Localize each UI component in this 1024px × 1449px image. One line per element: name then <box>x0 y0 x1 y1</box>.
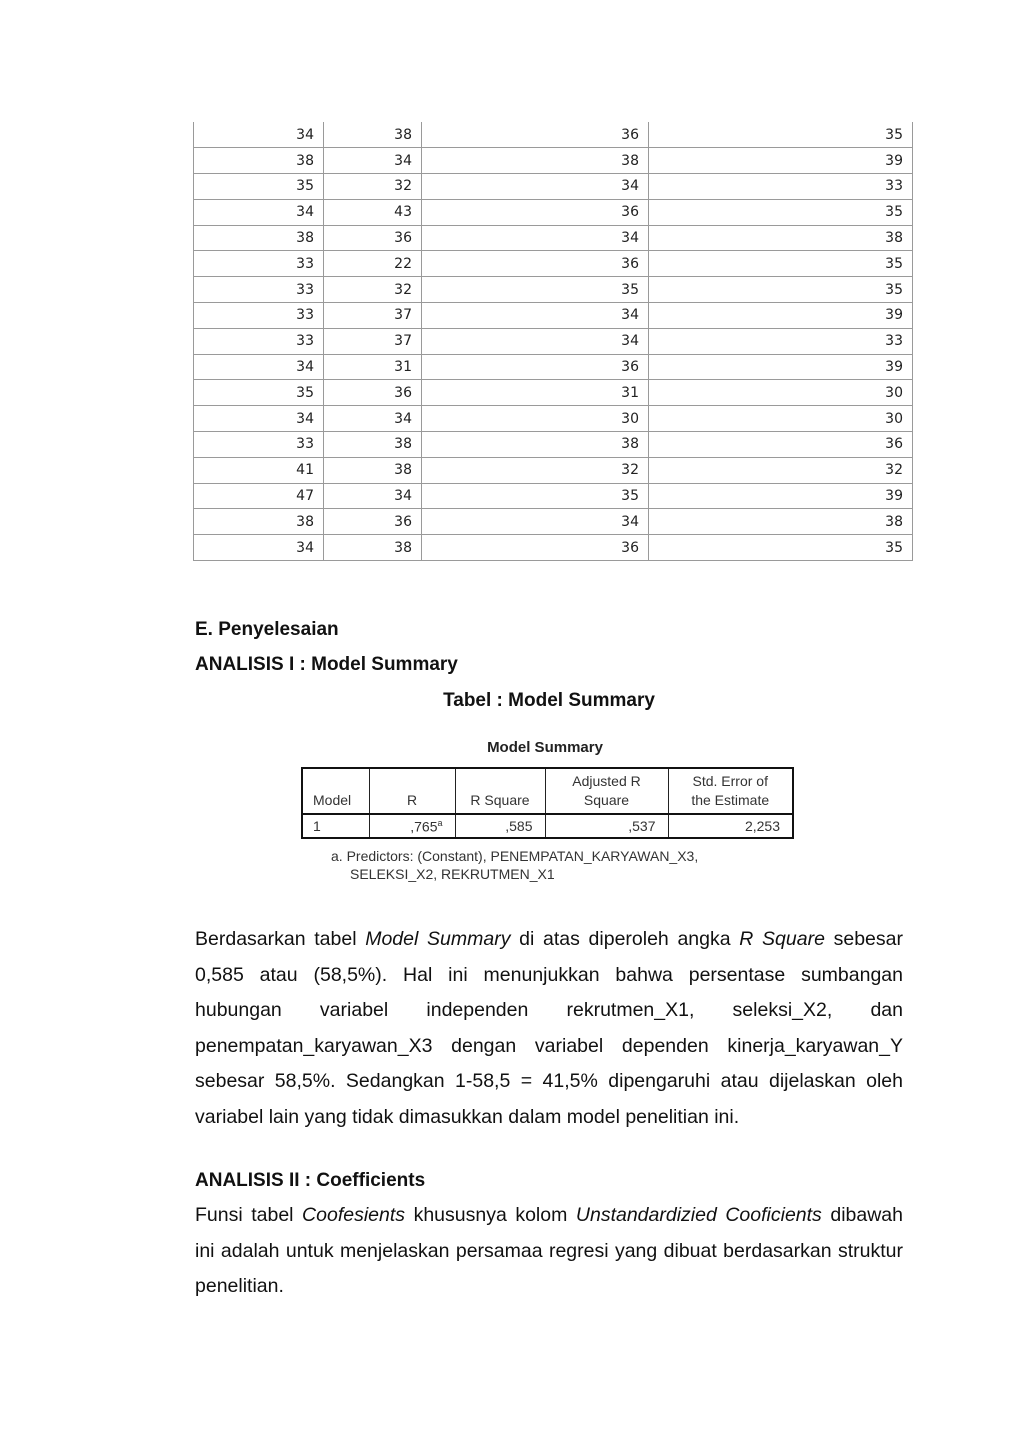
cell-model: 1 <box>302 814 369 838</box>
table-cell: 33 <box>649 174 913 200</box>
table-cell: 34 <box>422 174 649 200</box>
table-cell: 34 <box>422 225 649 251</box>
section-title: E. Penyelesaian <box>195 619 339 640</box>
cell-std-error: 2,253 <box>668 814 793 838</box>
table-cell: 43 <box>324 199 422 225</box>
table-row <box>194 225 913 251</box>
table-caption: Tabel : Model Summary <box>443 690 655 711</box>
table-cell: 37 <box>324 303 422 329</box>
predictors-note: a. Predictors: (Constant), PENEMPATAN_KARYAWAN_X3, SELEKSI_X2, REKRUTMEN_X1 <box>331 848 699 882</box>
table-cell: 39 <box>649 148 913 174</box>
table-cell: 38 <box>194 148 324 174</box>
table-cell: 35 <box>194 174 324 200</box>
table-cell: 33 <box>194 432 324 458</box>
table-cell: 36 <box>324 225 422 251</box>
table-cell: 31 <box>324 354 422 380</box>
table-cell: 38 <box>194 225 324 251</box>
table-cell: 38 <box>324 457 422 483</box>
table-cell: 33 <box>194 251 324 277</box>
table-row <box>194 174 913 200</box>
table-cell: 38 <box>649 509 913 535</box>
table-cell: 22 <box>324 251 422 277</box>
table-row <box>194 457 913 483</box>
table-cell: 34 <box>194 406 324 432</box>
table-cell: 36 <box>324 380 422 406</box>
table-cell: 37 <box>324 328 422 354</box>
table-row <box>194 354 913 380</box>
table-cell: 39 <box>649 354 913 380</box>
table-cell: 34 <box>194 354 324 380</box>
cell-adjusted-r-square: ,537 <box>545 814 668 838</box>
table-cell: 35 <box>649 122 913 148</box>
table-row <box>194 251 913 277</box>
table-cell: 41 <box>194 457 324 483</box>
table-cell: 30 <box>649 380 913 406</box>
table-cell: 38 <box>324 535 422 561</box>
table-cell: 39 <box>649 483 913 509</box>
table-cell: 35 <box>649 199 913 225</box>
table-cell: 32 <box>649 457 913 483</box>
table-cell: 35 <box>649 251 913 277</box>
header-r: R <box>369 768 455 814</box>
table-cell: 38 <box>324 122 422 148</box>
table-cell: 34 <box>324 483 422 509</box>
header-model: Model <box>302 768 369 814</box>
table-cell: 34 <box>324 406 422 432</box>
table-cell: 35 <box>422 277 649 303</box>
table-row <box>194 199 913 225</box>
table-row <box>194 277 913 303</box>
table-cell: 32 <box>324 174 422 200</box>
analysis2-title: ANALISIS II : Coefficients <box>195 1170 426 1191</box>
header-r-square: R Square <box>455 768 545 814</box>
table-row <box>194 432 913 458</box>
table-row <box>194 380 913 406</box>
table-row <box>194 535 913 561</box>
table-row <box>194 509 913 535</box>
table-cell: 34 <box>194 122 324 148</box>
table-cell: 36 <box>649 432 913 458</box>
cell-r: ,765$^a$ <box>369 814 455 838</box>
table-cell: 36 <box>422 535 649 561</box>
table-cell: 33 <box>194 303 324 329</box>
table-row <box>194 303 913 329</box>
table-row <box>194 122 913 148</box>
table-cell: 36 <box>422 122 649 148</box>
table-cell: 33 <box>649 328 913 354</box>
table-cell: 38 <box>422 432 649 458</box>
analysis1-title: ANALISIS I : Model Summary <box>195 654 458 675</box>
table-cell: 31 <box>422 380 649 406</box>
table-cell: 35 <box>649 277 913 303</box>
table-cell: 38 <box>422 148 649 174</box>
table-row <box>194 483 913 509</box>
table-cell: 35 <box>194 380 324 406</box>
data-table <box>193 122 913 561</box>
table-row <box>302 814 793 838</box>
table-cell: 36 <box>422 199 649 225</box>
table-cell: 47 <box>194 483 324 509</box>
cell-r-square: ,585 <box>455 814 545 838</box>
header-adjusted-r-square: Adjusted R Square <box>545 768 668 814</box>
table-cell: 30 <box>422 406 649 432</box>
table-cell: 35 <box>649 535 913 561</box>
table-cell: 35 <box>422 483 649 509</box>
table-row <box>194 148 913 174</box>
table-cell: 30 <box>649 406 913 432</box>
table-cell: 34 <box>422 509 649 535</box>
table-row <box>194 406 913 432</box>
table-row <box>194 328 913 354</box>
table-cell: 34 <box>194 199 324 225</box>
table-cell: 34 <box>194 535 324 561</box>
table-cell: 34 <box>324 148 422 174</box>
table-cell: 36 <box>422 354 649 380</box>
model-summary-table <box>301 767 794 839</box>
table-cell: 33 <box>194 277 324 303</box>
table-cell: 34 <box>422 328 649 354</box>
table-cell: 38 <box>324 432 422 458</box>
table-cell: 38 <box>194 509 324 535</box>
header-std-error: Std. Error of the Estimate <box>668 768 793 814</box>
model-summary-title: Model Summary <box>487 739 603 756</box>
table-cell: 36 <box>422 251 649 277</box>
table-cell: 39 <box>649 303 913 329</box>
paragraph-model-summary: Berdasarkan tabel Model Summary di atas diperoleh angka R Square sebesar 0,585 atau (58,5%). Hal ini menunjukkan bahwa persentase sumbangan hubungan variabel independen rekrutmen_X1, seleksi_X2, dan penempatan_karyawan_X3 dengan variabel dependen kinerja_karyawan_Y sebesar 58,5%. Sedangkan 1-58,5 = 41,5% dipengaruhi atau dijelaskan oleh variabel lain yang tidak dimasukkan dalam model penelitian ini. <box>195 928 903 1128</box>
table-cell: 33 <box>194 328 324 354</box>
table-cell: 38 <box>649 225 913 251</box>
table-cell: 34 <box>422 303 649 329</box>
table-cell: 32 <box>422 457 649 483</box>
table-cell: 36 <box>324 509 422 535</box>
paragraph-coefficients: Funsi tabel Coofesients khususnya kolom Unstandardizied Cooficients dibawah ini adalah untuk menjelaskan persamaa regresi yang dibuat berdasarkan struktur penelitian. <box>195 1204 903 1297</box>
table-cell: 32 <box>324 277 422 303</box>
